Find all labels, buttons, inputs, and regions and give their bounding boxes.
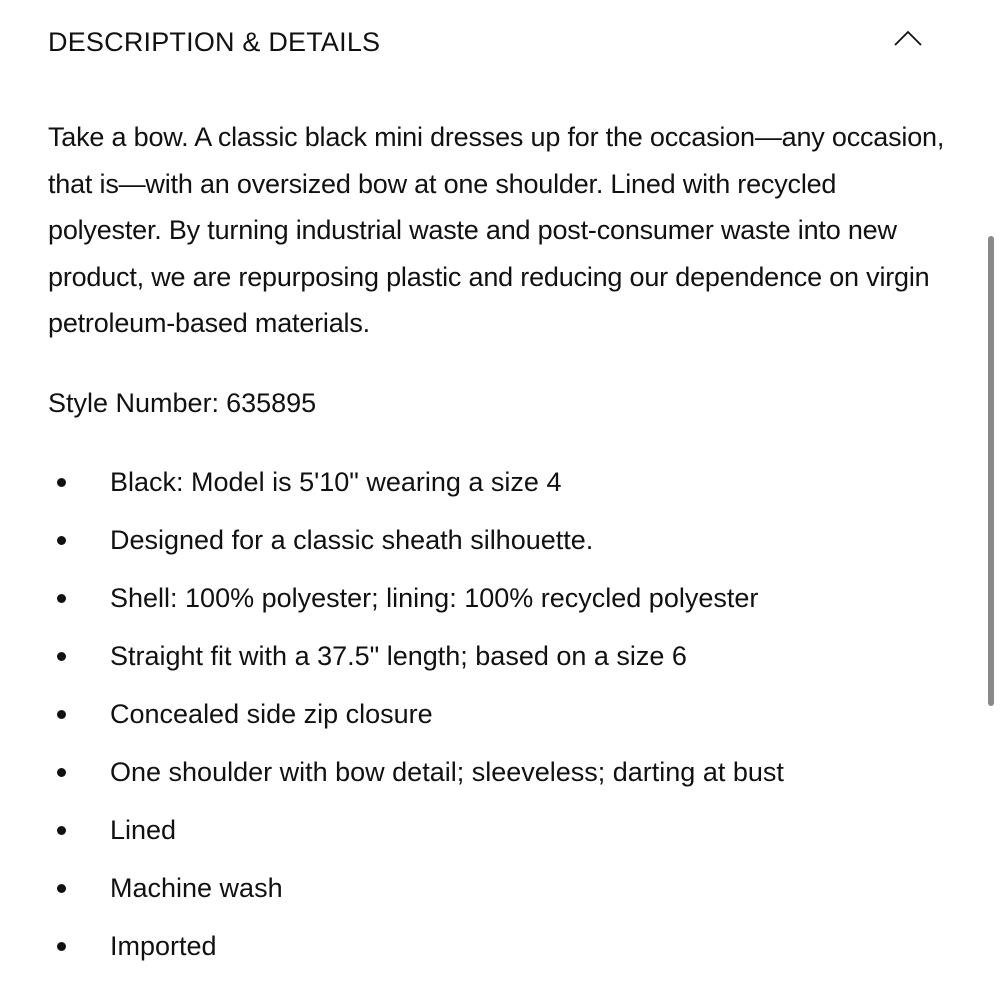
list-item-text: Shell: 100% polyester; lining: 100% recycled polyester <box>110 583 759 613</box>
list-item <box>48 806 948 864</box>
product-description: Take a bow. A classic black mini dresses up for the occasion—any occasion, that is—with an oversized bow at one shoulder. Lined with recycled polyester. By turning industrial waste and post-consumer waste into new product, we are repurposing plastic and reducing our dependence on virgin petroleum-based materials. <box>48 122 945 338</box>
list-item-text: Concealed side zip closure <box>110 699 433 729</box>
list-item-text: Black: Model is 5'10" wearing a size 4 <box>110 467 562 497</box>
section-title: DESCRIPTION & DETAILS <box>48 26 381 57</box>
list-item <box>48 690 948 748</box>
list-item-text: Machine wash <box>110 873 283 903</box>
list-item <box>48 574 948 632</box>
bullet-icon <box>57 942 66 951</box>
list-item <box>48 748 948 806</box>
bullet-icon <box>57 478 66 487</box>
list-item <box>48 458 948 516</box>
style-number-value: 635895 <box>226 388 317 418</box>
list-item <box>48 516 948 574</box>
bullet-icon <box>57 652 66 661</box>
list-item <box>48 632 948 690</box>
scrollbar-thumb[interactable] <box>988 236 994 706</box>
list-item-text: Straight fit with a 37.5" length; based on a size 6 <box>110 641 687 671</box>
list-item-text: Imported <box>110 931 217 961</box>
style-number-label: Style Number: <box>48 388 220 418</box>
list-item <box>48 922 948 980</box>
style-number <box>48 380 316 426</box>
bullet-icon <box>57 710 66 719</box>
bullet-icon <box>57 768 66 777</box>
scrollbar[interactable] <box>988 236 994 706</box>
collapse-toggle-button[interactable] <box>888 20 928 56</box>
chevron-up-icon <box>893 29 923 47</box>
list-item-text: Designed for a classic sheath silhouette. <box>110 525 594 555</box>
bullet-icon <box>57 826 66 835</box>
list-item-text: One shoulder with bow detail; sleeveless; darting at bust <box>110 757 784 787</box>
description-details-header[interactable] <box>48 20 928 64</box>
list-item-text: Lined <box>110 815 177 845</box>
bullet-icon <box>57 594 66 603</box>
bullet-icon <box>57 536 66 545</box>
list-item <box>48 864 948 922</box>
bullet-icon <box>57 884 66 893</box>
details-list <box>48 458 948 980</box>
